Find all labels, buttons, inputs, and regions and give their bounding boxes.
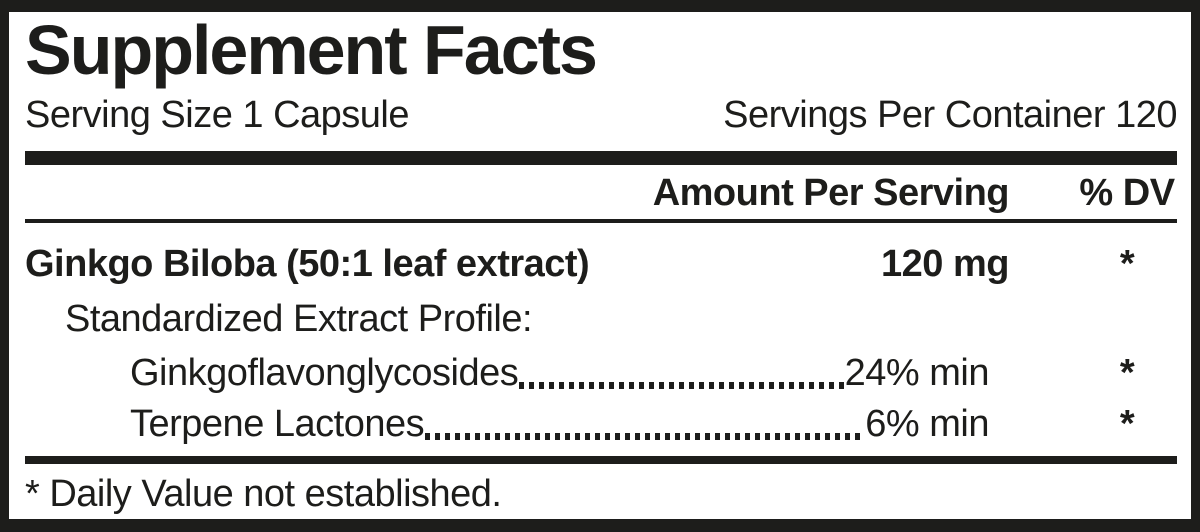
component-name: Terpene Lactones (130, 403, 425, 445)
component-dv-asterisk: * (1119, 403, 1135, 445)
ingredient-name: Ginkgo Biloba (50:1 leaf extract) (25, 243, 590, 285)
serving-size: Serving Size 1 Capsule (25, 94, 409, 136)
component-name: Ginkgoflavonglycosides (130, 352, 519, 394)
label-title: Supplement Facts (25, 11, 596, 89)
ingredient-amount: 120 mg (881, 243, 1009, 285)
leader-group (25, 352, 989, 394)
dotted-leader (425, 433, 864, 440)
dotted-leader (519, 382, 843, 389)
component-value: 24% min (844, 352, 989, 394)
serving-info-row (25, 94, 1177, 136)
percent-dv-header: % DV (1079, 172, 1175, 214)
separator-thin (25, 219, 1177, 223)
daily-value-footnote: * Daily Value not established. (25, 473, 502, 515)
ingredient-row-glycosides (25, 352, 1177, 394)
profile-heading: Standardized Extract Profile: (65, 298, 533, 340)
ingredient-dv-asterisk: * (1119, 243, 1135, 285)
column-header-row (25, 172, 1177, 214)
leader-group (25, 403, 989, 445)
component-dv-asterisk: * (1119, 352, 1135, 394)
component-value: 6% min (865, 403, 989, 445)
amount-per-serving-header: Amount Per Serving (652, 172, 1009, 214)
separator-thick-top (25, 151, 1177, 165)
ingredient-row-ginkgo (25, 243, 1177, 285)
ingredient-row-terpene (25, 403, 1177, 445)
label-content (9, 12, 1191, 515)
servings-per-container: Servings Per Container 120 (723, 94, 1177, 136)
ingredient-row-profile-heading (25, 298, 1177, 340)
separator-medium-bottom (25, 456, 1177, 464)
